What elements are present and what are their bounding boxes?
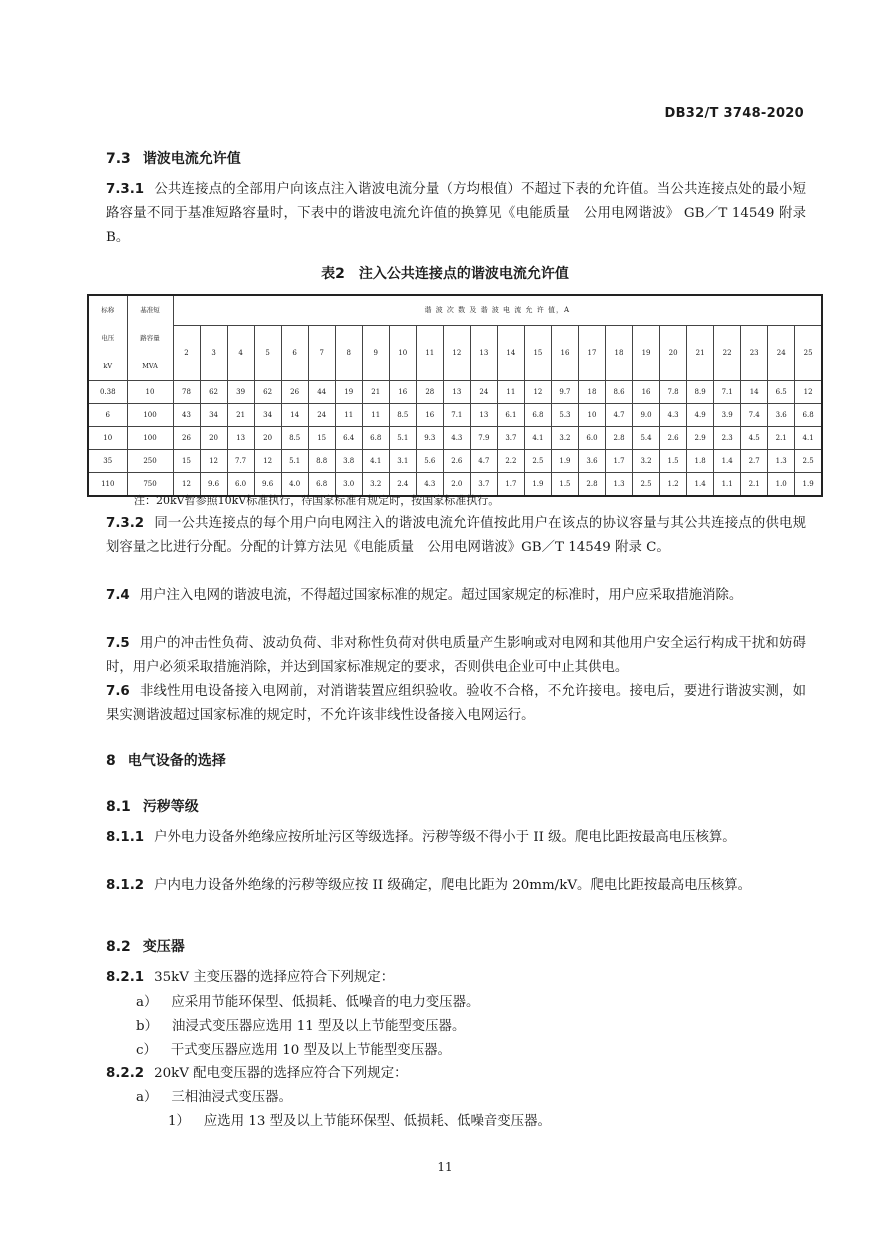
harmonic-current-table <box>87 294 823 497</box>
current-value-cell: 6.8 <box>524 404 551 427</box>
current-value-cell: 2.9 <box>687 427 714 450</box>
current-value-cell: 4.3 <box>660 404 687 427</box>
current-value-cell: 4.7 <box>606 404 633 427</box>
clause-text: 公共连接点的全部用户向该点注入谐波电流分量（方均根值）不超过下表的允许值。当公共连接点处的最小短路容量不同于基准短路容量时，下表中的谐波电流允许值的换算见《电能质量 公用电网谐波》 GB／T 14549 附录 B。 <box>106 182 806 245</box>
harmonic-order-cell: 15 <box>524 325 551 380</box>
current-value-cell: 16 <box>389 381 416 404</box>
current-value-cell: 9.6 <box>254 473 281 497</box>
current-value-cell: 7.8 <box>660 381 687 404</box>
current-value-cell: 6.4 <box>335 427 362 450</box>
voltage-header-line: kV <box>103 362 113 370</box>
harmonic-order-cell: 12 <box>443 325 470 380</box>
clause-text: 户外电力设备外绝缘应按所址污区等级选择。污秽等级不得小于 II 级。爬电比距按最高电压核算。 <box>154 830 736 845</box>
paragraph-7-6 <box>106 680 806 728</box>
document-code: DB32/T 3748-2020 <box>664 106 804 121</box>
harmonic-order-cell: 17 <box>578 325 605 380</box>
current-value-cell: 7.9 <box>470 427 497 450</box>
current-value-cell: 62 <box>200 381 227 404</box>
current-value-cell: 8.8 <box>308 450 335 473</box>
list-item-text: 干式变压器应选用 10 型及以上节能型变压器。 <box>170 1043 451 1058</box>
clause-number: 7.4 <box>106 588 130 603</box>
current-value-cell: 1.9 <box>551 450 578 473</box>
current-value-cell: 78 <box>173 381 200 404</box>
section-number: 8.1 <box>106 799 131 815</box>
voltage-cell: 0.38 <box>88 381 127 404</box>
section-title: 电气设备的选择 <box>127 753 226 769</box>
current-value-cell: 2.6 <box>660 427 687 450</box>
clause-number: 8.1.1 <box>106 830 145 845</box>
harmonic-order-cell: 25 <box>795 325 822 380</box>
paragraph-8-2-2 <box>106 1062 407 1086</box>
current-value-cell: 5.4 <box>633 427 660 450</box>
current-value-cell: 2.2 <box>497 450 524 473</box>
voltage-cell: 35 <box>88 450 127 473</box>
current-value-cell: 4.1 <box>795 427 822 450</box>
current-value-cell: 2.1 <box>768 427 795 450</box>
paragraph-7-5 <box>106 632 806 680</box>
table-note: 注：20kV暂参照10kV标准执行，待国家标准有规定时，按国家标准执行。 <box>134 494 500 507</box>
page-number: 11 <box>437 1160 453 1174</box>
current-value-cell: 4.9 <box>687 404 714 427</box>
current-value-cell: 8.5 <box>389 404 416 427</box>
voltage-cell: 6 <box>88 404 127 427</box>
current-value-cell: 8.6 <box>606 381 633 404</box>
current-value-cell: 1.9 <box>524 473 551 497</box>
current-value-cell: 12 <box>795 381 822 404</box>
current-value-cell: 4.1 <box>524 427 551 450</box>
current-value-cell: 6.8 <box>308 473 335 497</box>
harmonic-order-cell: 7 <box>308 325 335 380</box>
current-value-cell: 3.8 <box>335 450 362 473</box>
current-value-cell: 7.7 <box>227 450 254 473</box>
current-value-cell: 15 <box>308 427 335 450</box>
current-value-cell: 3.0 <box>335 473 362 497</box>
paragraph-7-4 <box>106 584 806 608</box>
paragraph-7-3-2 <box>106 512 806 560</box>
clause-text: 20kV 配电变压器的选择应符合下列规定： <box>154 1066 408 1081</box>
section-number: 8 <box>106 753 116 769</box>
capacity-header-line: 路容量 <box>140 334 160 342</box>
current-value-cell: 7.1 <box>714 381 741 404</box>
paragraph-7-3-1 <box>106 178 806 250</box>
clause-number: 7.5 <box>106 636 130 651</box>
current-value-cell: 14 <box>281 404 308 427</box>
current-value-cell: 1.8 <box>687 450 714 473</box>
current-value-cell: 1.1 <box>714 473 741 497</box>
current-value-cell: 3.2 <box>633 450 660 473</box>
current-value-cell: 5.6 <box>416 450 443 473</box>
current-value-cell: 2.5 <box>524 450 551 473</box>
current-value-cell: 4.5 <box>741 427 768 450</box>
voltage-header-cell <box>88 295 127 381</box>
current-value-cell: 2.5 <box>633 473 660 497</box>
harmonic-order-cell: 22 <box>714 325 741 380</box>
current-value-cell: 8.5 <box>281 427 308 450</box>
capacity-header-line: 基准短 <box>140 306 160 314</box>
section-number: 7.3 <box>106 151 131 167</box>
current-value-cell: 5.1 <box>389 427 416 450</box>
current-value-cell: 2.6 <box>443 450 470 473</box>
current-value-cell: 2.8 <box>578 473 605 497</box>
harmonic-order-cell: 21 <box>687 325 714 380</box>
current-value-cell: 7.4 <box>741 404 768 427</box>
current-value-cell: 1.3 <box>606 473 633 497</box>
harmonic-order-cell: 20 <box>660 325 687 380</box>
current-value-cell: 2.1 <box>741 473 768 497</box>
current-value-cell: 18 <box>578 381 605 404</box>
harmonic-order-cell: 18 <box>606 325 633 380</box>
capacity-cell: 10 <box>127 381 173 404</box>
current-value-cell: 1.5 <box>551 473 578 497</box>
current-value-cell: 11 <box>335 404 362 427</box>
current-value-cell: 1.4 <box>714 450 741 473</box>
current-value-cell: 3.6 <box>578 450 605 473</box>
current-value-cell: 6.8 <box>795 404 822 427</box>
table-row <box>88 381 822 404</box>
current-value-cell: 3.2 <box>551 427 578 450</box>
current-value-cell: 1.9 <box>795 473 822 497</box>
current-value-cell: 2.0 <box>443 473 470 497</box>
list-item <box>136 991 479 1015</box>
sub-list-item <box>168 1110 551 1134</box>
current-value-cell: 3.1 <box>389 450 416 473</box>
voltage-header-line: 电压 <box>101 334 115 342</box>
current-value-cell: 12 <box>173 473 200 497</box>
current-value-cell: 8.9 <box>687 381 714 404</box>
current-value-cell: 24 <box>308 404 335 427</box>
section-title: 污秽等级 <box>142 799 199 815</box>
table-row <box>88 450 822 473</box>
harmonic-order-cell: 2 <box>173 325 200 380</box>
harmonic-order-cell: 8 <box>335 325 362 380</box>
table-title: 表2 注入公共连接点的谐波电流允许值 <box>321 266 569 282</box>
voltage-header-line: 标称 <box>101 306 115 314</box>
section-7-3-heading <box>106 148 241 168</box>
current-value-cell: 3.7 <box>470 473 497 497</box>
current-value-cell: 1.3 <box>768 450 795 473</box>
capacity-cell: 250 <box>127 450 173 473</box>
current-value-cell: 10 <box>578 404 605 427</box>
clause-number: 8.1.2 <box>106 878 145 893</box>
section-8-2-heading <box>106 936 185 956</box>
current-value-cell: 4.1 <box>362 450 389 473</box>
voltage-cell: 110 <box>88 473 127 497</box>
current-value-cell: 7.1 <box>443 404 470 427</box>
harmonic-order-cell: 10 <box>389 325 416 380</box>
current-value-cell: 28 <box>416 381 443 404</box>
harmonic-order-row <box>88 325 822 380</box>
current-value-cell: 16 <box>633 381 660 404</box>
current-value-cell: 62 <box>254 381 281 404</box>
harmonic-order-cell: 14 <box>497 325 524 380</box>
clause-number: 7.3.1 <box>106 182 145 197</box>
harmonic-order-cell: 13 <box>470 325 497 380</box>
harmonic-order-cell: 19 <box>633 325 660 380</box>
current-value-cell: 12 <box>200 450 227 473</box>
current-value-cell: 4.3 <box>443 427 470 450</box>
harmonic-order-cell: 4 <box>227 325 254 380</box>
list-marker: b） <box>136 1019 158 1034</box>
current-value-cell: 6.8 <box>362 427 389 450</box>
current-value-cell: 4.7 <box>470 450 497 473</box>
current-value-cell: 21 <box>362 381 389 404</box>
table-row <box>88 404 822 427</box>
current-value-cell: 15 <box>173 450 200 473</box>
current-value-cell: 19 <box>335 381 362 404</box>
current-value-cell: 6.0 <box>578 427 605 450</box>
list-item-text: 三相油浸式变压器。 <box>171 1090 292 1105</box>
capacity-cell: 100 <box>127 427 173 450</box>
list-item <box>136 1039 451 1063</box>
current-value-cell: 26 <box>281 381 308 404</box>
current-value-cell: 11 <box>362 404 389 427</box>
table-header-row <box>88 295 822 325</box>
harmonic-order-cell: 9 <box>362 325 389 380</box>
harmonic-order-cell: 5 <box>254 325 281 380</box>
current-value-cell: 21 <box>227 404 254 427</box>
paragraph-8-1-2 <box>106 874 806 898</box>
voltage-cell: 10 <box>88 427 127 450</box>
clause-text: 用户的冲击性负荷、波动负荷、非对称性负荷对供电质量产生影响或对电网和其他用户安全运行构成干扰和妨碍时，用户必须采取措施消除，并达到国家标准规定的要求，否则供电企业可中止其供电。 <box>106 636 806 675</box>
section-title: 谐波电流允许值 <box>142 151 241 167</box>
section-8-heading <box>106 750 226 770</box>
list-item <box>136 1086 292 1110</box>
current-value-cell: 34 <box>200 404 227 427</box>
clause-text: 同一公共连接点的每个用户向电网注入的谐波电流允许值按此用户在该点的协议容量与其公共连接点的供电规划容量之比进行分配。分配的计算方法见《电能质量 公用电网谐波》GB／T 14549 附录 C。 <box>106 516 806 555</box>
clause-number: 7.6 <box>106 684 130 699</box>
section-8-1-heading <box>106 796 199 816</box>
harmonic-order-cell: 6 <box>281 325 308 380</box>
current-value-cell: 6.0 <box>227 473 254 497</box>
clause-text: 非线性用电设备接入电网前，对消谐装置应组织验收。验收不合格，不允许接电。接电后，要进行谐波实测，如果实测谐波超过国家标准的规定时，不允许该非线性设备接入电网运行。 <box>106 684 806 723</box>
clause-text: 35kV 主变压器的选择应符合下列规定： <box>154 970 395 985</box>
capacity-cell: 750 <box>127 473 173 497</box>
harmonic-order-cell: 3 <box>200 325 227 380</box>
current-value-cell: 26 <box>173 427 200 450</box>
current-value-cell: 2.7 <box>741 450 768 473</box>
current-value-cell: 12 <box>254 450 281 473</box>
section-number: 8.2 <box>106 939 131 955</box>
current-value-cell: 9.3 <box>416 427 443 450</box>
current-value-cell: 2.3 <box>714 427 741 450</box>
current-value-cell: 39 <box>227 381 254 404</box>
current-value-cell: 9.7 <box>551 381 578 404</box>
list-item-text: 应选用 13 型及以上节能环保型、低损耗、低噪音变压器。 <box>203 1114 551 1129</box>
current-value-cell: 13 <box>227 427 254 450</box>
capacity-cell: 100 <box>127 404 173 427</box>
current-value-cell: 3.6 <box>768 404 795 427</box>
current-value-cell: 2.5 <box>795 450 822 473</box>
capacity-header-cell <box>127 295 173 381</box>
current-value-cell: 3.9 <box>714 404 741 427</box>
current-value-cell: 24 <box>470 381 497 404</box>
capacity-header-line: MVA <box>142 362 158 370</box>
section-title: 变压器 <box>142 939 185 955</box>
current-value-cell: 6.5 <box>768 381 795 404</box>
harmonic-order-cell: 24 <box>768 325 795 380</box>
harmonic-order-cell: 16 <box>551 325 578 380</box>
list-item-text: 应采用节能环保型、低损耗、低噪音的电力变压器。 <box>171 995 480 1010</box>
current-value-cell: 13 <box>470 404 497 427</box>
list-marker: a） <box>136 995 158 1010</box>
current-value-cell: 16 <box>416 404 443 427</box>
list-item <box>136 1015 465 1039</box>
current-value-cell: 12 <box>524 381 551 404</box>
current-value-cell: 1.4 <box>687 473 714 497</box>
current-value-cell: 34 <box>254 404 281 427</box>
clause-number: 8.2.2 <box>106 1066 145 1081</box>
clause-number: 7.3.2 <box>106 516 145 531</box>
paragraph-8-2-1 <box>106 966 394 990</box>
current-value-cell: 2.4 <box>389 473 416 497</box>
list-marker: 1） <box>168 1114 190 1129</box>
list-marker: a） <box>136 1090 158 1105</box>
harmonic-span-header: 谐 波 次 数 及 谐 波 电 流 允 许 值，A <box>173 295 822 325</box>
current-value-cell: 14 <box>741 381 768 404</box>
current-value-cell: 1.0 <box>768 473 795 497</box>
list-marker: c） <box>136 1043 157 1058</box>
clause-text: 户内电力设备外绝缘的污秽等级应按 II 级确定，爬电比距为 20mm/kV。爬电比距按最高电压核算。 <box>154 878 752 893</box>
current-value-cell: 1.5 <box>660 450 687 473</box>
current-value-cell: 5.3 <box>551 404 578 427</box>
current-value-cell: 6.1 <box>497 404 524 427</box>
current-value-cell: 44 <box>308 381 335 404</box>
harmonic-order-cell: 11 <box>416 325 443 380</box>
current-value-cell: 1.7 <box>497 473 524 497</box>
clause-number: 8.2.1 <box>106 970 145 985</box>
current-value-cell: 1.2 <box>660 473 687 497</box>
current-value-cell: 4.3 <box>416 473 443 497</box>
current-value-cell: 5.1 <box>281 450 308 473</box>
current-value-cell: 11 <box>497 381 524 404</box>
paragraph-8-1-1 <box>106 826 806 850</box>
current-value-cell: 9.0 <box>633 404 660 427</box>
list-item-text: 油浸式变压器应选用 11 型及以上节能型变压器。 <box>171 1019 466 1034</box>
current-value-cell: 20 <box>200 427 227 450</box>
current-value-cell: 2.8 <box>606 427 633 450</box>
current-value-cell: 4.0 <box>281 473 308 497</box>
current-value-cell: 9.6 <box>200 473 227 497</box>
current-value-cell: 20 <box>254 427 281 450</box>
current-value-cell: 3.2 <box>362 473 389 497</box>
clause-text: 用户注入电网的谐波电流，不得超过国家标准的规定。超过国家规定的标准时，用户应采取措施消除。 <box>139 588 743 603</box>
current-value-cell: 3.7 <box>497 427 524 450</box>
harmonic-order-cell: 23 <box>741 325 768 380</box>
current-value-cell: 43 <box>173 404 200 427</box>
table-row <box>88 427 822 450</box>
current-value-cell: 13 <box>443 381 470 404</box>
current-value-cell: 1.7 <box>606 450 633 473</box>
